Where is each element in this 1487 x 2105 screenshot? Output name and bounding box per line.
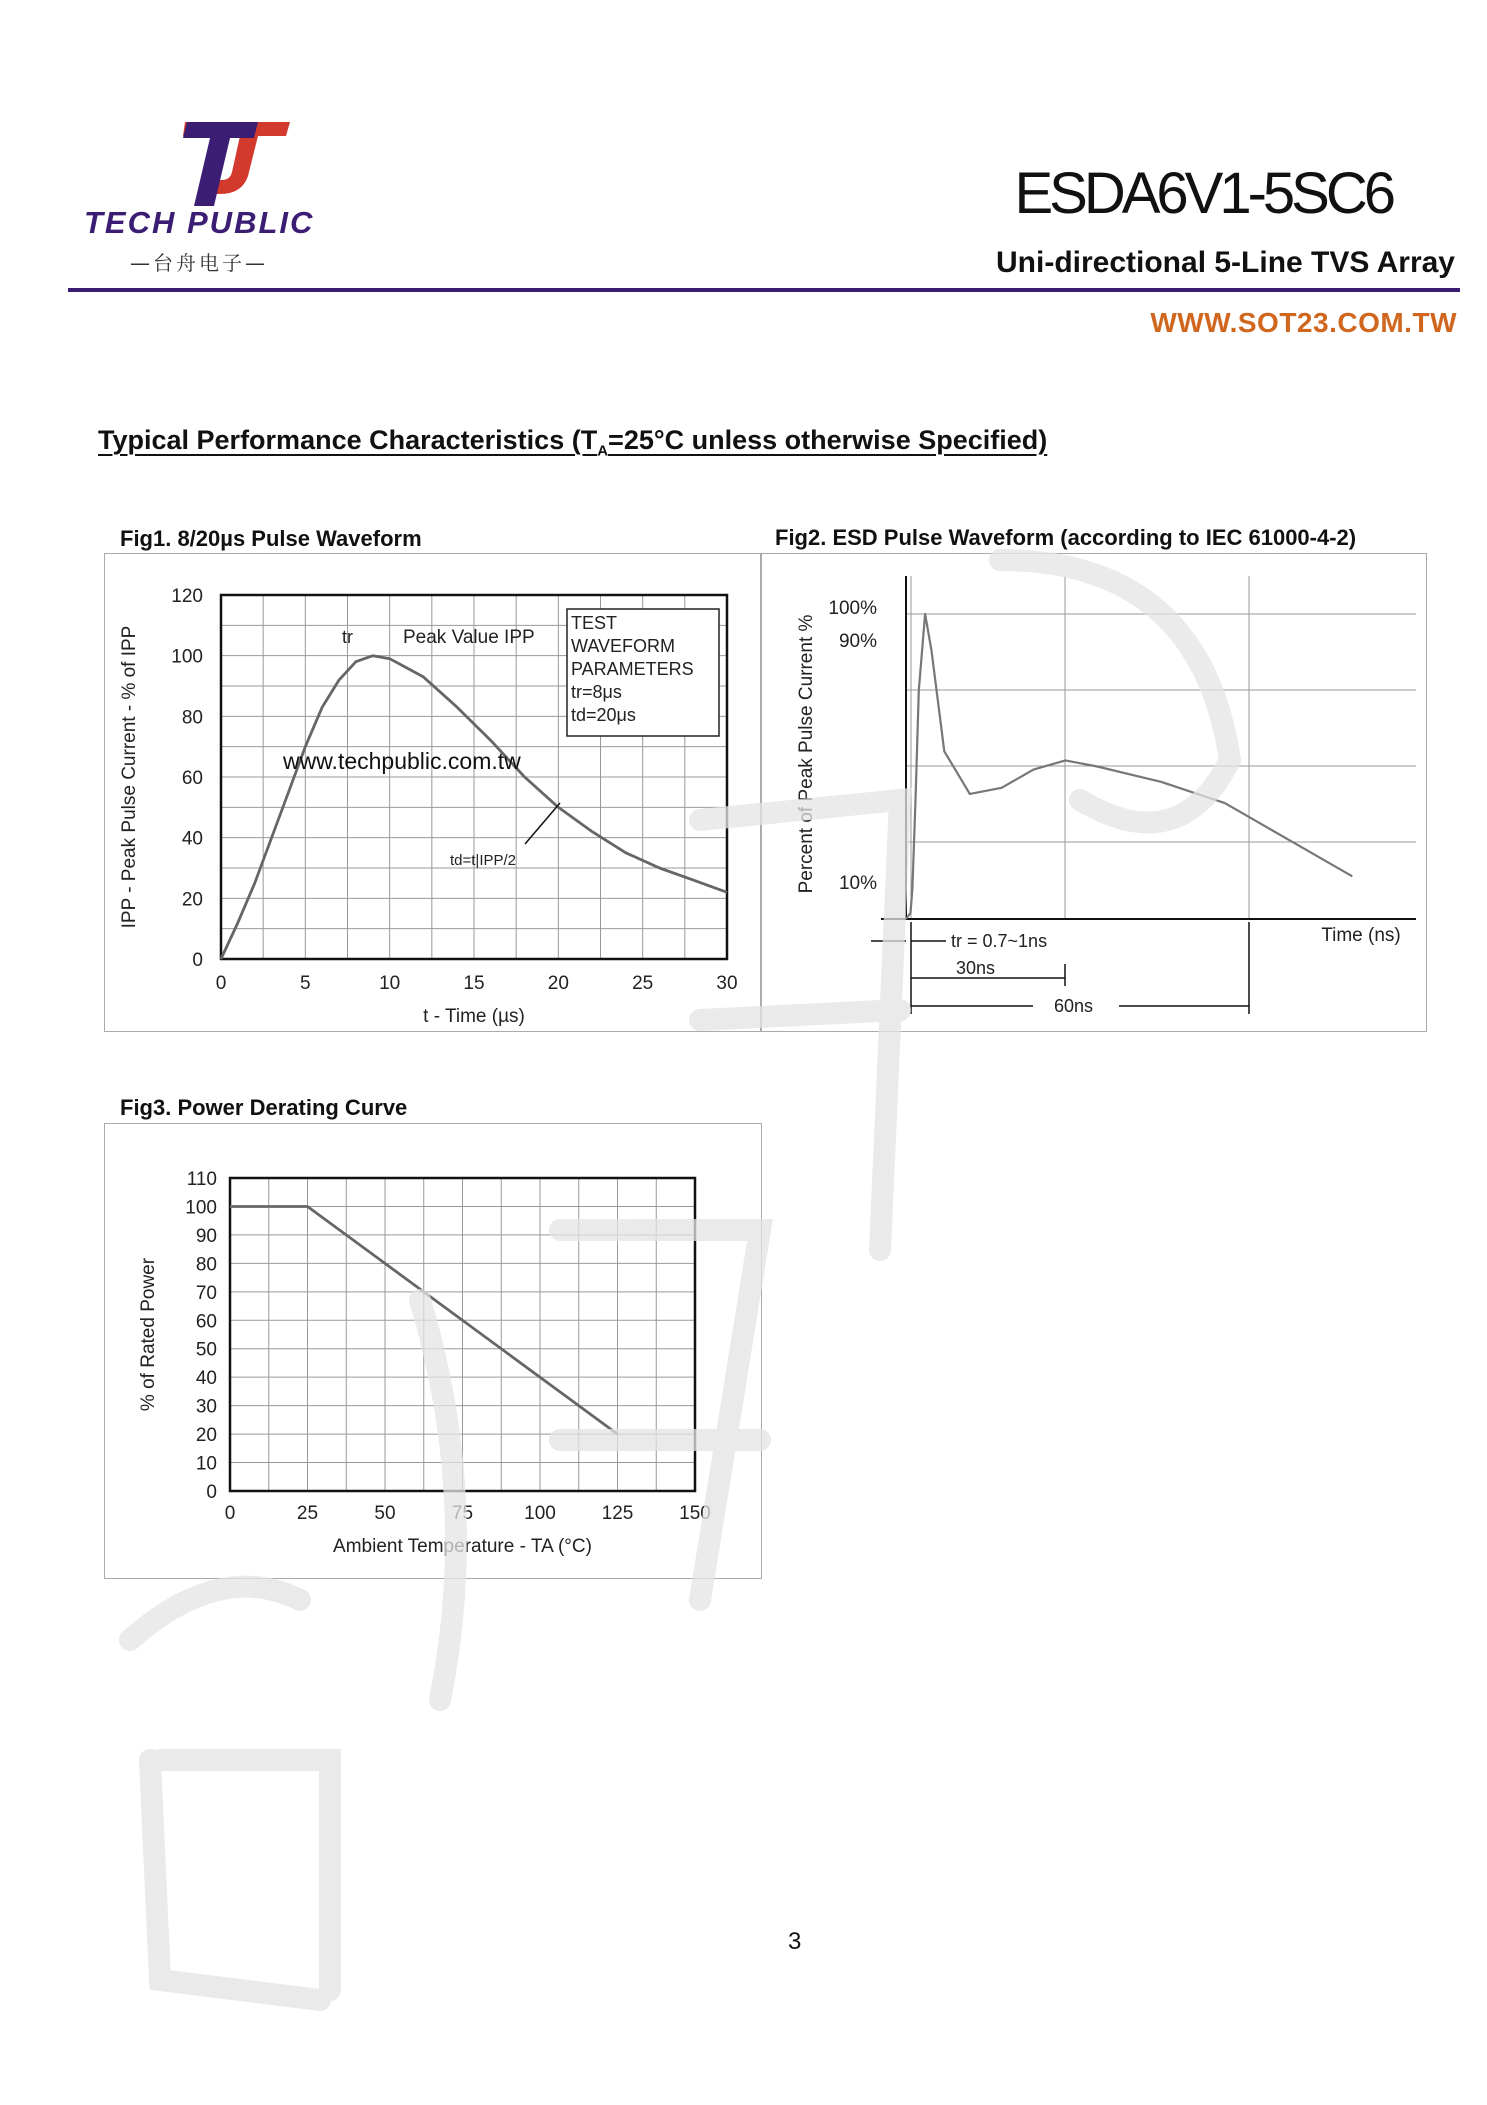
x-tick-label: 0 xyxy=(215,973,227,994)
peak-value-annotation: Peak Value IPP xyxy=(403,627,535,648)
y-tick-label: 100% xyxy=(828,598,877,619)
y-axis-label: Percent of Peak Pulse Current % xyxy=(796,614,817,894)
y-tick-label: 50 xyxy=(195,1339,217,1361)
x-tick-label: 15 xyxy=(463,973,485,994)
x-tick-label: 25 xyxy=(632,973,654,994)
y-tick-label: 60 xyxy=(195,1311,217,1333)
chart-watermark-url: www.techpublic.com.tw xyxy=(283,748,521,774)
x-tick-label: 0 xyxy=(224,1503,236,1524)
x-axis-label: Time (ns) xyxy=(1321,925,1401,946)
legend-line: tr=8μs xyxy=(571,682,622,702)
fig3-chart xyxy=(104,1123,762,1579)
y-axis-label: IPP - Peak Pulse Current - % of IPP xyxy=(119,625,140,929)
legend-line: PARAMETERS xyxy=(571,659,694,679)
y-tick-label: 100 xyxy=(185,1197,217,1219)
x-tick-label: 25 xyxy=(296,1503,319,1524)
y-axis-label: % of Rated Power xyxy=(138,1257,159,1412)
y-tick-label: 70 xyxy=(195,1282,217,1304)
y-tick-label: 0 xyxy=(192,950,203,971)
y-tick-label: 60 xyxy=(181,768,203,789)
y-tick-label: 80 xyxy=(195,1254,217,1276)
tr-annotation: tr = 0.7~1ns xyxy=(951,931,1048,951)
x-axis-label: t - Time (µs) xyxy=(423,1006,525,1027)
fig1-plot xyxy=(105,554,761,1031)
fig3-plot xyxy=(105,1124,761,1578)
span-30-label: 30ns xyxy=(956,958,996,978)
fig2-title: Fig2. ESD Pulse Waveform (according to IEC 61000-4-2) xyxy=(775,525,1357,550)
x-tick-label: 20 xyxy=(547,973,569,994)
x-tick-label: 5 xyxy=(300,973,311,994)
span-60-label: 60ns xyxy=(1054,996,1094,1016)
y-tick-label: 20 xyxy=(181,889,203,911)
legend-line: WAVEFORM xyxy=(571,636,675,656)
x-tick-label: 125 xyxy=(601,1503,634,1524)
y-tick-label: 0 xyxy=(206,1482,217,1503)
y-tick-label: 30 xyxy=(195,1396,217,1418)
fig1-title: Fig1. 8/20µs Pulse Waveform xyxy=(120,526,422,551)
fig2-chart xyxy=(760,553,1427,1032)
part-number: ESDA6V1-5SC6 xyxy=(1014,161,1392,226)
brand-name-chinese: —台舟电子— xyxy=(130,251,268,275)
x-tick-label: 10 xyxy=(379,973,401,994)
y-tick-label: 90 xyxy=(195,1225,217,1247)
x-tick-label: 150 xyxy=(679,1503,711,1524)
company-logo-icon xyxy=(80,118,300,208)
y-tick-label: 100 xyxy=(171,646,203,668)
page-number: 3 xyxy=(788,1928,802,1955)
x-tick-label: 100 xyxy=(524,1503,556,1524)
tr-annotation: tr xyxy=(342,627,353,647)
header-divider xyxy=(68,288,1460,292)
section-title: Typical Performance Characteristics ($T_A=25^\circ C$ unless otherwise Specified) xyxy=(98,425,1048,460)
y-tick-label: 20 xyxy=(195,1425,217,1447)
product-subtitle: Uni-directional 5-Line TVS Array xyxy=(996,246,1455,279)
fig3-title: Fig3. Power Derating Curve xyxy=(120,1095,408,1120)
fig2-plot xyxy=(761,554,1426,1031)
fig1-chart xyxy=(104,553,762,1032)
y-tick-label: 80 xyxy=(181,707,203,729)
y-tick-label: 40 xyxy=(181,828,203,850)
td-annotation: td=t|IPP/2 xyxy=(450,852,517,869)
y-tick-label: 10 xyxy=(195,1453,217,1475)
y-tick-label: 90% xyxy=(838,631,877,652)
legend-line: TEST xyxy=(571,613,618,633)
brand-name: TECH PUBLIC xyxy=(84,205,315,240)
x-tick-label: 30 xyxy=(716,973,738,994)
y-tick-label: 40 xyxy=(195,1368,217,1390)
y-tick-label: 10% xyxy=(838,873,877,894)
y-tick-label: 120 xyxy=(171,586,203,607)
y-tick-label: 110 xyxy=(186,1169,217,1190)
x-axis-label: Ambient Temperature - TA (°C) xyxy=(333,1536,592,1557)
x-tick-label: 50 xyxy=(374,1503,396,1524)
x-tick-label: 75 xyxy=(451,1503,474,1524)
legend-line: td=20μs xyxy=(571,705,636,725)
website-link[interactable]: WWW.SOT23.COM.TW xyxy=(1150,307,1457,338)
